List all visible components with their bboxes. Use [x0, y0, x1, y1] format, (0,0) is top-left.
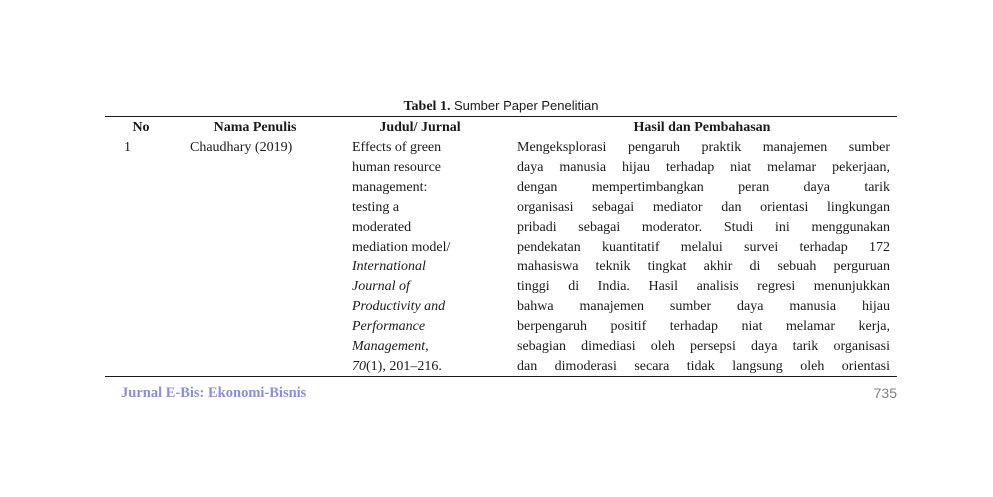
result-line: dengan mempertimbangkan peran daya tarik: [517, 179, 890, 195]
title-line: moderated: [352, 219, 412, 235]
title-line: human resource: [352, 159, 442, 175]
header-no: No: [132, 120, 150, 135]
table-caption-label: Tabel 1.: [403, 99, 451, 114]
journal-volume: 70: [352, 358, 366, 374]
journal-volume-line: [352, 357, 502, 377]
result-line: pendekatan kuantitatif melalui survei terhadap 172: [517, 239, 890, 255]
result-line: pribadi sebagai moderator. Studi ini menggunakan: [517, 219, 890, 235]
row-title-journal: [352, 138, 502, 377]
table-bottom-rule: [105, 376, 897, 377]
journal-line: Productivity and: [352, 299, 446, 315]
table-caption: [105, 97, 897, 116]
journal-line: Performance: [352, 319, 426, 335]
header-hasil-pembahasan: Hasil dan Pembahasan: [633, 120, 771, 135]
journal-line: International: [352, 259, 426, 275]
header-nama-penulis: Nama Penulis: [213, 120, 297, 135]
result-line: daya manusia hijau terhadap niat melamar pekerjaan,: [517, 159, 890, 175]
row-author: Chaudhary (2019): [190, 140, 293, 155]
row-results: [517, 138, 890, 377]
table-caption-title: Sumber Paper Penelitian: [453, 98, 599, 113]
journal-name: Jurnal E-Bis: Ekonomi-Bisnis: [121, 385, 307, 401]
result-line: organisasi sebagai mediator dan orientasi lingkungan: [517, 199, 890, 215]
title-line: management:: [352, 179, 428, 195]
result-line: Mengeksplorasi pengaruh praktik manajemen sumber: [517, 140, 890, 155]
header-judul-jurnal: Judul/ Jurnal: [379, 120, 461, 135]
title-line: testing a: [352, 199, 400, 215]
journal-line: Journal of: [352, 279, 410, 295]
result-line: berpengaruh positif terhadap niat melamar kerja,: [517, 319, 890, 335]
row-number: 1: [124, 140, 131, 155]
result-line: bahwa manajemen sumber daya manusia hijau: [517, 299, 890, 315]
result-line: sebagian dimediasi oleh persepsi daya tarik organisasi: [517, 339, 890, 355]
result-line: dan dimoderasi secara tidak langsung oleh orientasi: [517, 358, 890, 374]
title-line: mediation model/: [352, 239, 451, 255]
table-top-rule: [105, 116, 897, 117]
journal-line: Management,: [352, 339, 429, 355]
result-line: mahasiswa teknik tingkat akhir di sebuah perguruan: [517, 259, 890, 275]
title-line: Effects of green: [352, 140, 442, 155]
result-line: tinggi di India. Hasil analisis regresi menunjukkan: [517, 279, 890, 295]
journal-issue-pages: (1), 201–216.: [366, 358, 442, 374]
page-number: 735: [873, 385, 897, 401]
